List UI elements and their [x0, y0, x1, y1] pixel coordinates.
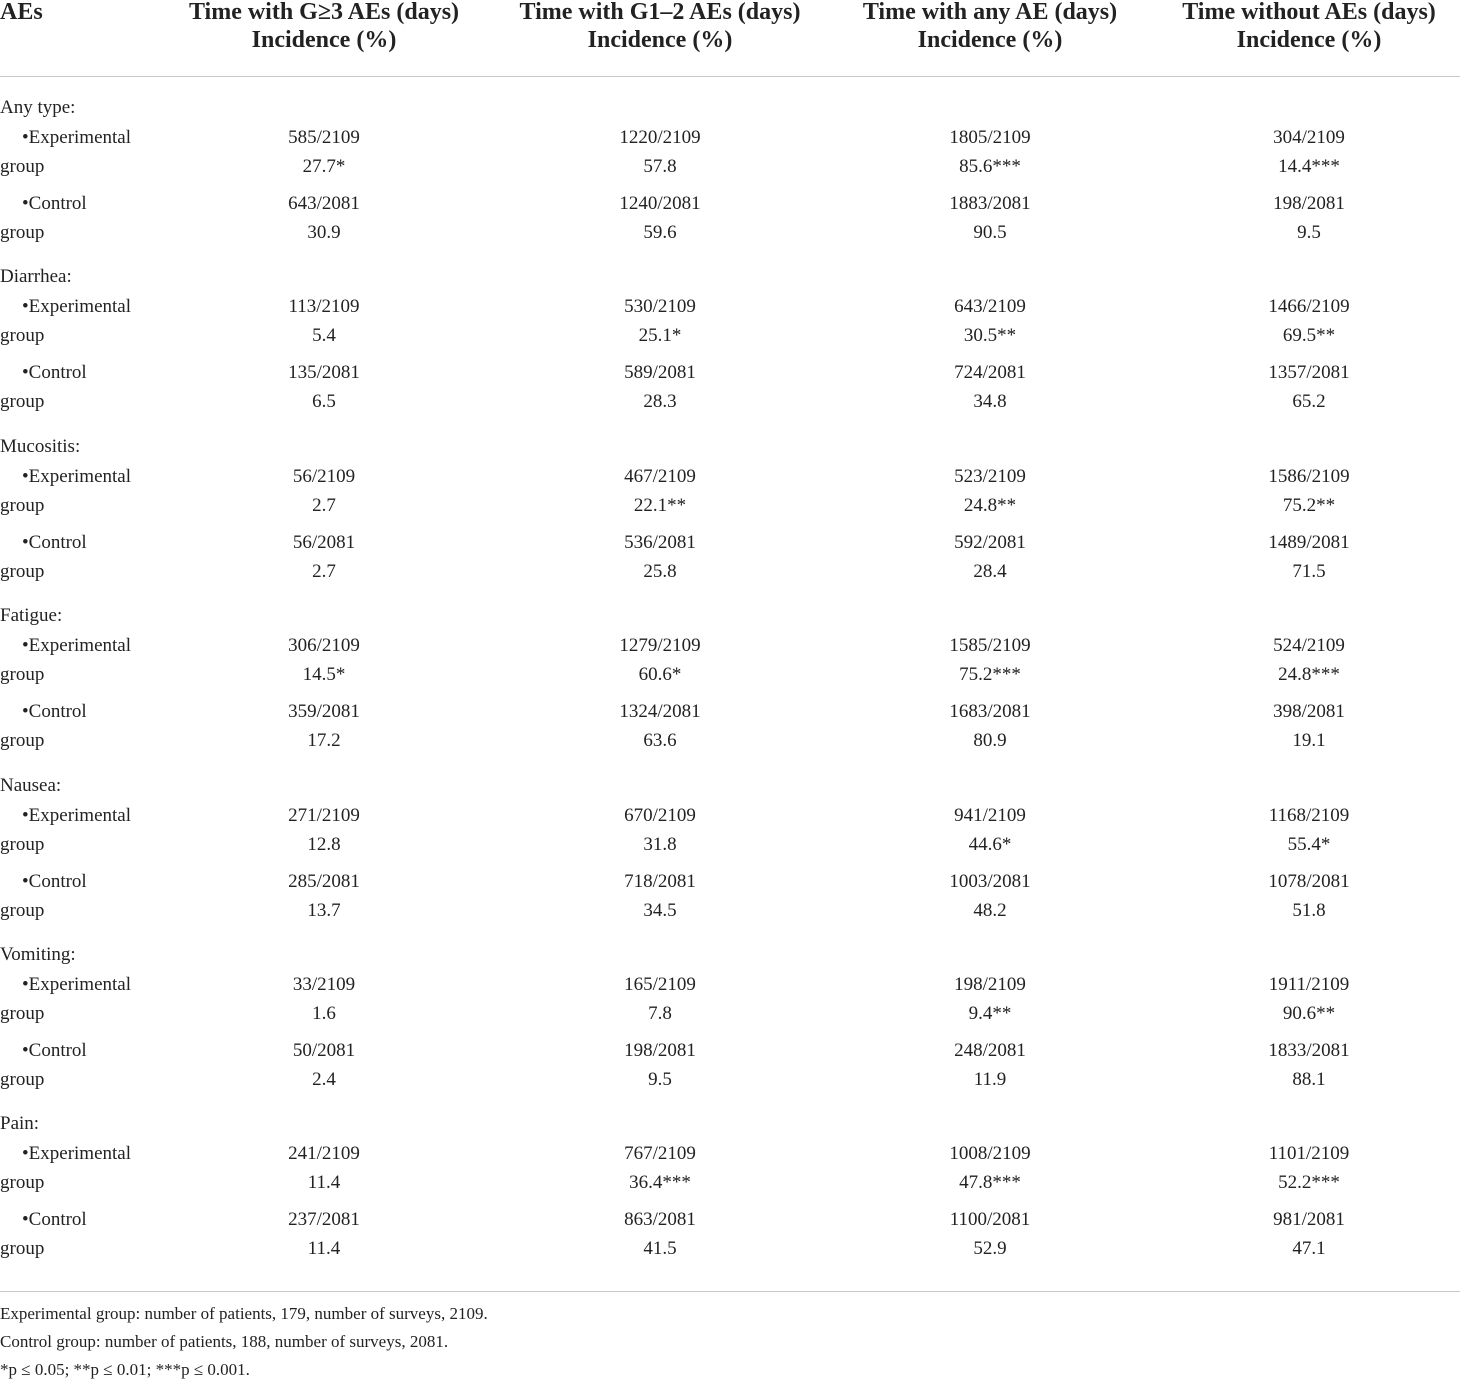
table-cell: [860, 292, 1120, 350]
group-label-line2: group: [0, 391, 45, 413]
header-col-none: [1139, 0, 1460, 54]
cell-days: 135/2081: [288, 362, 360, 384]
group-label-line2: group: [0, 1003, 45, 1024]
section-label: Any type:: [0, 97, 76, 118]
cell-days: 306/2109: [288, 635, 360, 657]
table-cell: [1179, 528, 1439, 586]
table-cell: [530, 189, 790, 247]
footnote-experimental: Experimental group: number of patients, 179, number of surveys, 2109.: [0, 1304, 488, 1323]
cell-incidence: 36.4***: [629, 1172, 691, 1194]
cell-days: 643/2081: [288, 193, 360, 214]
cell-incidence: 28.4: [973, 560, 1007, 582]
table-row-experimental: [0, 123, 1460, 189]
header-col-any: [820, 0, 1160, 54]
table-cell: [1179, 970, 1439, 1028]
table-cell: [860, 631, 1120, 689]
table-cell: [530, 528, 790, 586]
cell-incidence: 52.9: [973, 1238, 1007, 1260]
group-label-line2: group: [0, 1069, 45, 1090]
group-label-line2: group: [0, 222, 45, 243]
cell-incidence: 60.6*: [638, 664, 682, 686]
table-cell: [530, 801, 790, 859]
cell-incidence: 65.2: [1292, 391, 1326, 413]
group-label-line1: •Control: [22, 362, 87, 384]
table-cell: [194, 462, 454, 520]
table-cell: [860, 867, 1120, 925]
cell-days: 724/2081: [954, 362, 1026, 384]
cell-days: 1078/2081: [1268, 870, 1350, 892]
cell-days: 56/2081: [292, 531, 356, 553]
table-cell: [194, 123, 454, 181]
cell-incidence: 6.5: [312, 391, 336, 413]
group-label: [0, 528, 160, 586]
table-cell: [530, 867, 790, 925]
cell-days: 1168/2109: [1268, 804, 1350, 826]
group-label-line2: group: [0, 1172, 45, 1194]
cell-incidence: 22.1**: [633, 494, 687, 516]
cell-incidence: 30.9: [307, 222, 341, 243]
cell-days: 1805/2109: [949, 127, 1031, 148]
cell-days: 1466/2109: [1268, 296, 1350, 318]
footnote-control: Control group: number of patients, 188, number of surveys, 2081.: [0, 1332, 449, 1351]
header-col-g3: [154, 0, 494, 54]
cell-days: 248/2081: [954, 1040, 1026, 1061]
cell-days: 670/2109: [624, 804, 696, 826]
header-aes: AEs: [0, 0, 43, 25]
cell-incidence: 57.8: [643, 156, 677, 177]
group-label-line1: •Experimental: [22, 804, 131, 826]
table-cell: [530, 697, 790, 755]
group-label-line1: •Experimental: [22, 1143, 131, 1165]
cell-incidence: 48.2: [973, 899, 1007, 921]
cell-days: 198/2109: [954, 974, 1026, 995]
cell-days: 271/2109: [288, 804, 360, 826]
group-label-line1: •Experimental: [22, 127, 131, 148]
cell-incidence: 1.6: [312, 1003, 336, 1024]
table-cell: [1179, 1036, 1439, 1094]
cell-incidence: 14.4***: [1278, 156, 1340, 177]
cell-days: 1008/2109: [949, 1143, 1031, 1165]
group-label-line1: •Control: [22, 193, 87, 214]
header-col-g12-line2: Incidence (%): [587, 27, 733, 53]
group-label: [0, 189, 160, 247]
table-cell: [860, 1036, 1120, 1094]
cell-incidence: 9.5: [1297, 222, 1321, 243]
table-cell: [860, 801, 1120, 859]
group-label: [0, 292, 160, 350]
cell-incidence: 2.7: [312, 560, 336, 582]
cell-days: 50/2081: [292, 1040, 356, 1061]
cell-incidence: 85.6***: [959, 156, 1021, 177]
cell-incidence: 25.8: [643, 560, 677, 582]
table-cell: [860, 970, 1120, 1028]
group-label-line2: group: [0, 560, 45, 582]
cell-days: 981/2081: [1273, 1209, 1345, 1231]
section-label: Vomiting:: [0, 944, 76, 965]
cell-incidence: 90.5: [973, 222, 1007, 243]
table-cell: [194, 970, 454, 1028]
cell-incidence: 47.8***: [959, 1172, 1021, 1194]
group-label-line1: •Control: [22, 701, 87, 723]
table-row-experimental: [0, 462, 1460, 528]
cell-days: 1586/2109: [1268, 465, 1350, 487]
cell-incidence: 11.9: [973, 1069, 1007, 1090]
table-row-experimental: [0, 970, 1460, 1036]
cell-incidence: 47.1: [1292, 1238, 1326, 1260]
table-cell: [1179, 123, 1439, 181]
cell-incidence: 75.2**: [1282, 494, 1336, 516]
group-label: [0, 801, 160, 859]
table-row-experimental: [0, 292, 1460, 358]
cell-days: 767/2109: [624, 1143, 696, 1165]
table-cell: [530, 123, 790, 181]
group-label: [0, 697, 160, 755]
cell-incidence: 80.9: [973, 730, 1007, 752]
group-label-line2: group: [0, 664, 45, 686]
table-cell: [530, 1205, 790, 1263]
group-label: [0, 358, 160, 416]
cell-incidence: 31.8: [643, 833, 677, 855]
cell-incidence: 41.5: [643, 1238, 677, 1260]
group-label-line1: •Experimental: [22, 974, 131, 995]
header-col-g3-line2: Incidence (%): [251, 27, 397, 53]
cell-days: 643/2109: [954, 296, 1026, 318]
group-label-line2: group: [0, 899, 45, 921]
table-cell: [530, 462, 790, 520]
group-label-line1: •Control: [22, 1209, 87, 1231]
group-label-line1: •Control: [22, 870, 87, 892]
section-label: Diarrhea:: [0, 266, 72, 288]
table-cell: [194, 697, 454, 755]
cell-incidence: 9.4**: [968, 1003, 1012, 1024]
table-cell: [1179, 1205, 1439, 1263]
table-cell: [530, 292, 790, 350]
cell-incidence: 11.4: [307, 1172, 341, 1194]
group-label: [0, 631, 160, 689]
group-label: [0, 1036, 160, 1094]
cell-days: 589/2081: [624, 362, 696, 384]
group-label-line1: •Control: [22, 1040, 87, 1061]
cell-days: 941/2109: [954, 804, 1026, 826]
cell-incidence: 34.5: [643, 899, 677, 921]
group-label-line1: •Experimental: [22, 635, 131, 657]
cell-incidence: 63.6: [643, 730, 677, 752]
cell-days: 536/2081: [624, 531, 696, 553]
header-col-any-line1: Time with any AE (days): [862, 0, 1118, 25]
cell-days: 1240/2081: [619, 193, 701, 214]
cell-days: 1324/2081: [619, 701, 701, 723]
group-label-line2: group: [0, 833, 45, 855]
cell-incidence: 17.2: [307, 730, 341, 752]
cell-days: 585/2109: [288, 127, 360, 148]
table-row-control: [0, 697, 1460, 763]
header-col-g3-line1: Time with G≥3 AEs (days): [188, 0, 460, 25]
table-cell: [1179, 292, 1439, 350]
cell-days: 113/2109: [288, 296, 360, 318]
cell-incidence: 55.4*: [1287, 833, 1331, 855]
table-row-experimental: [0, 631, 1460, 697]
cell-incidence: 27.7*: [302, 156, 346, 177]
header-col-any-line2: Incidence (%): [917, 27, 1063, 53]
cell-incidence: 5.4: [312, 325, 336, 347]
cell-days: 56/2109: [292, 465, 356, 487]
table-row-control: [0, 1036, 1460, 1102]
table-cell: [530, 631, 790, 689]
group-label: [0, 123, 160, 181]
table-row-control: [0, 1205, 1460, 1271]
cell-days: 241/2109: [288, 1143, 360, 1165]
cell-incidence: 34.8: [973, 391, 1007, 413]
table-row-control: [0, 867, 1460, 933]
group-label-line2: group: [0, 1238, 45, 1260]
header-col-g12-line1: Time with G1–2 AEs (days): [519, 0, 801, 25]
section-label: Pain:: [0, 1113, 40, 1135]
table-cell: [1179, 801, 1439, 859]
table-row-control: [0, 528, 1460, 594]
cell-incidence: 11.4: [307, 1238, 341, 1260]
table-cell: [194, 358, 454, 416]
cell-days: 1911/2109: [1268, 974, 1350, 995]
group-label-line1: •Control: [22, 531, 87, 553]
table-cell: [194, 1036, 454, 1094]
cell-days: 467/2109: [624, 465, 696, 487]
cell-incidence: 28.3: [643, 391, 677, 413]
table-cell: [194, 528, 454, 586]
cell-days: 592/2081: [954, 531, 1026, 553]
header-col-none-line2: Incidence (%): [1236, 27, 1382, 53]
group-label: [0, 1139, 160, 1197]
table-cell: [530, 970, 790, 1028]
cell-days: 1100/2081: [949, 1209, 1031, 1231]
cell-incidence: 69.5**: [1282, 325, 1336, 347]
table-row-control: [0, 358, 1460, 424]
table-cell: [1179, 631, 1439, 689]
cell-days: 1883/2081: [949, 193, 1031, 214]
cell-incidence: 2.4: [312, 1069, 336, 1090]
table-cell: [860, 1205, 1120, 1263]
group-label: [0, 970, 160, 1028]
table-header: [0, 0, 1460, 77]
cell-days: 359/2081: [288, 701, 360, 723]
table-cell: [530, 1139, 790, 1197]
group-label: [0, 867, 160, 925]
section-label: Fatigue:: [0, 605, 63, 627]
table-cell: [860, 528, 1120, 586]
cell-days: 285/2081: [288, 870, 360, 892]
table-cell: [860, 462, 1120, 520]
table-cell: [194, 631, 454, 689]
cell-days: 198/2081: [624, 1040, 696, 1061]
cell-incidence: 14.5*: [302, 664, 346, 686]
cell-days: 1357/2081: [1268, 362, 1350, 384]
cell-days: 524/2109: [1273, 635, 1345, 657]
table-row-control: [0, 189, 1460, 255]
cell-incidence: 59.6: [643, 222, 677, 243]
table-row-experimental: [0, 801, 1460, 867]
group-label: [0, 1205, 160, 1263]
cell-days: 165/2109: [624, 974, 696, 995]
table-cell: [530, 358, 790, 416]
cell-incidence: 75.2***: [959, 664, 1021, 686]
cell-incidence: 9.5: [648, 1069, 672, 1090]
table-cell: [860, 189, 1120, 247]
cell-days: 33/2109: [292, 974, 356, 995]
table-cell: [194, 1205, 454, 1263]
group-label-line2: group: [0, 730, 45, 752]
cell-incidence: 13.7: [307, 899, 341, 921]
cell-days: 1683/2081: [949, 701, 1031, 723]
table-cell: [194, 867, 454, 925]
cell-days: 1585/2109: [949, 635, 1031, 657]
table-cell: [1179, 462, 1439, 520]
cell-days: 1101/2109: [1268, 1143, 1350, 1165]
cell-days: 1833/2081: [1268, 1040, 1350, 1061]
cell-days: 863/2081: [624, 1209, 696, 1231]
table-cell: [1179, 1139, 1439, 1197]
group-label-line2: group: [0, 156, 45, 177]
cell-incidence: 88.1: [1292, 1069, 1326, 1090]
section-label: Mucositis:: [0, 435, 81, 457]
cell-incidence: 71.5: [1292, 560, 1326, 582]
table-cell: [1179, 697, 1439, 755]
group-label-line1: •Experimental: [22, 296, 131, 318]
table-cell: [860, 1139, 1120, 1197]
group-label-line2: group: [0, 494, 45, 516]
cell-incidence: 51.8: [1292, 899, 1326, 921]
table-cell: [194, 1139, 454, 1197]
group-label-line1: •Experimental: [22, 465, 131, 487]
header-col-g12: [490, 0, 830, 54]
cell-days: 530/2109: [624, 296, 696, 318]
cell-incidence: 24.8**: [963, 494, 1017, 516]
cell-days: 1489/2081: [1268, 531, 1350, 553]
table-cell: [860, 697, 1120, 755]
cell-days: 198/2081: [1273, 193, 1345, 214]
cell-days: 398/2081: [1273, 701, 1345, 723]
header-col-none-line1: Time without AEs (days): [1182, 0, 1436, 25]
cell-incidence: 52.2***: [1278, 1172, 1340, 1194]
table-cell: [860, 123, 1120, 181]
cell-incidence: 2.7: [312, 494, 336, 516]
table-row-experimental: [0, 1139, 1460, 1205]
cell-days: 1279/2109: [619, 635, 701, 657]
table-cell: [194, 801, 454, 859]
table-bottom-rule: [0, 1291, 1460, 1292]
cell-days: 523/2109: [954, 465, 1026, 487]
table-cell: [1179, 358, 1439, 416]
cell-days: 718/2081: [624, 870, 696, 892]
footnote-significance: *p ≤ 0.05; **p ≤ 0.01; ***p ≤ 0.001.: [0, 1360, 250, 1379]
cell-days: 1003/2081: [949, 870, 1031, 892]
table-cell: [1179, 867, 1439, 925]
table-cell: [194, 189, 454, 247]
cell-incidence: 30.5**: [963, 325, 1017, 347]
group-label-line2: group: [0, 325, 45, 347]
cell-incidence: 24.8***: [1278, 664, 1340, 686]
group-label: [0, 462, 160, 520]
table-cell: [860, 358, 1120, 416]
cell-incidence: 19.1: [1292, 730, 1326, 752]
cell-incidence: 25.1*: [638, 325, 682, 347]
cell-incidence: 44.6*: [968, 833, 1012, 855]
section-label: Nausea:: [0, 774, 62, 796]
cell-incidence: 12.8: [307, 833, 341, 855]
cell-days: 304/2109: [1273, 127, 1345, 148]
cell-incidence: 90.6**: [1282, 1003, 1336, 1024]
cell-days: 237/2081: [288, 1209, 360, 1231]
footnotes: [0, 1300, 488, 1384]
cell-incidence: 7.8: [648, 1003, 672, 1024]
cell-days: 1220/2109: [619, 127, 701, 148]
table-cell: [530, 1036, 790, 1094]
table-cell: [1179, 189, 1439, 247]
table-cell: [194, 292, 454, 350]
